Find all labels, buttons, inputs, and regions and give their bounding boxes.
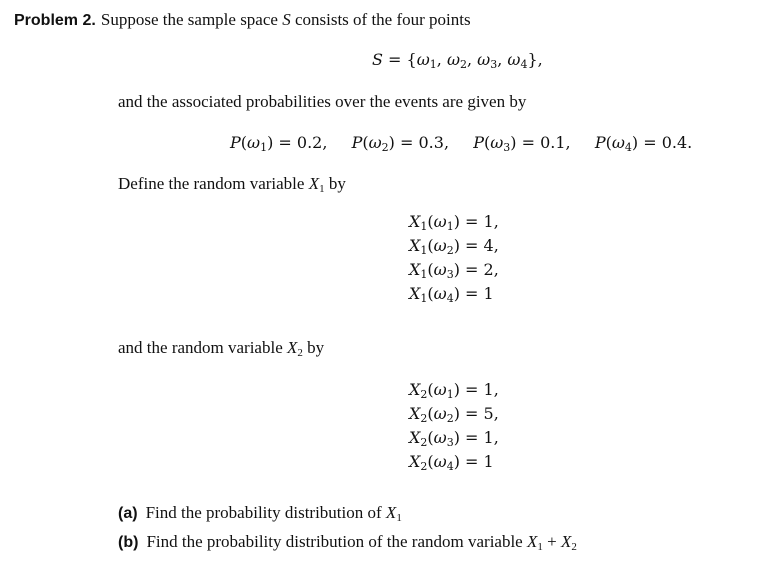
x2-intro-sub: 2 (297, 347, 303, 359)
prob-omega-4: $P(\omega_4) = 0.4$. (594, 133, 693, 154)
part-b-var2: X (560, 532, 572, 551)
x2-intro-post: by (302, 338, 325, 357)
part-b-sub: 1 (537, 541, 543, 553)
x2-intro-var: X (287, 338, 298, 357)
intro-text-pre: Suppose the sample space (100, 10, 283, 29)
problem-label: Problem 2. (14, 12, 96, 29)
part-b-var: X (526, 532, 538, 551)
prob-intro: and the associated probabilities over the events are given by (118, 92, 527, 111)
x1-intro-var: X (308, 174, 320, 193)
x1-intro-pre: Define the random variable (118, 174, 309, 193)
x1-intro-sub: 1 (319, 183, 325, 195)
x1-value-row: $X_1(\omega_3) = 2$, (409, 260, 499, 281)
x2-value-row: $X_2(\omega_2) = 5$, (409, 404, 499, 425)
part-b-text: Find the probability distribution of the random variable (146, 532, 527, 551)
x1-intro-post: by (324, 174, 346, 193)
x1-value-row: $X_1(\omega_2) = 4$, (409, 236, 499, 257)
problem-intro-line (14, 10, 471, 30)
part-a-var: X (385, 503, 397, 522)
part-b (118, 532, 577, 552)
part-a-sub: 1 (396, 512, 402, 524)
x2-value-row: $X_2(\omega_3) = 1$, (409, 428, 499, 449)
x2-intro (118, 338, 324, 358)
x2-intro-pre: and the random variable (118, 338, 287, 357)
x2-value-row: $X_2(\omega_1) = 1$, (409, 380, 499, 401)
part-a-text: Find the probability distribution of (145, 503, 386, 522)
x2-value-row: $X_2(\omega_4) = 1$ (409, 452, 494, 473)
x1-value-row: $X_1(\omega_4) = 1$ (409, 284, 494, 305)
intro-text-post: consists of the four points (290, 10, 471, 29)
probabilities-line (230, 133, 692, 152)
x1-value-row: $X_1(\omega_1) = 1$, (409, 212, 499, 233)
problem-intro (101, 10, 471, 29)
x1-values (409, 210, 499, 306)
part-b-label: (b) (118, 534, 139, 551)
part-a (118, 503, 402, 523)
part-b-plus: + (542, 532, 561, 551)
x1-intro (118, 174, 346, 194)
prob-omega-1: $P(\omega_1) = 0.2$, (230, 133, 328, 154)
prob-omega-2: $P(\omega_2) = 0.3$, (351, 133, 450, 154)
sample-space-equation: $S = \{\omega_1$, $\omega_2$, $\omega_3$, $\omega_4$}, (372, 50, 543, 71)
x2-values (409, 378, 499, 474)
part-b-sub2: 2 (571, 541, 577, 553)
part-a-label: (a) (118, 505, 138, 522)
intro-var: S (282, 10, 291, 29)
prob-omega-3: $P(\omega_3) = 0.1$, (473, 133, 571, 154)
